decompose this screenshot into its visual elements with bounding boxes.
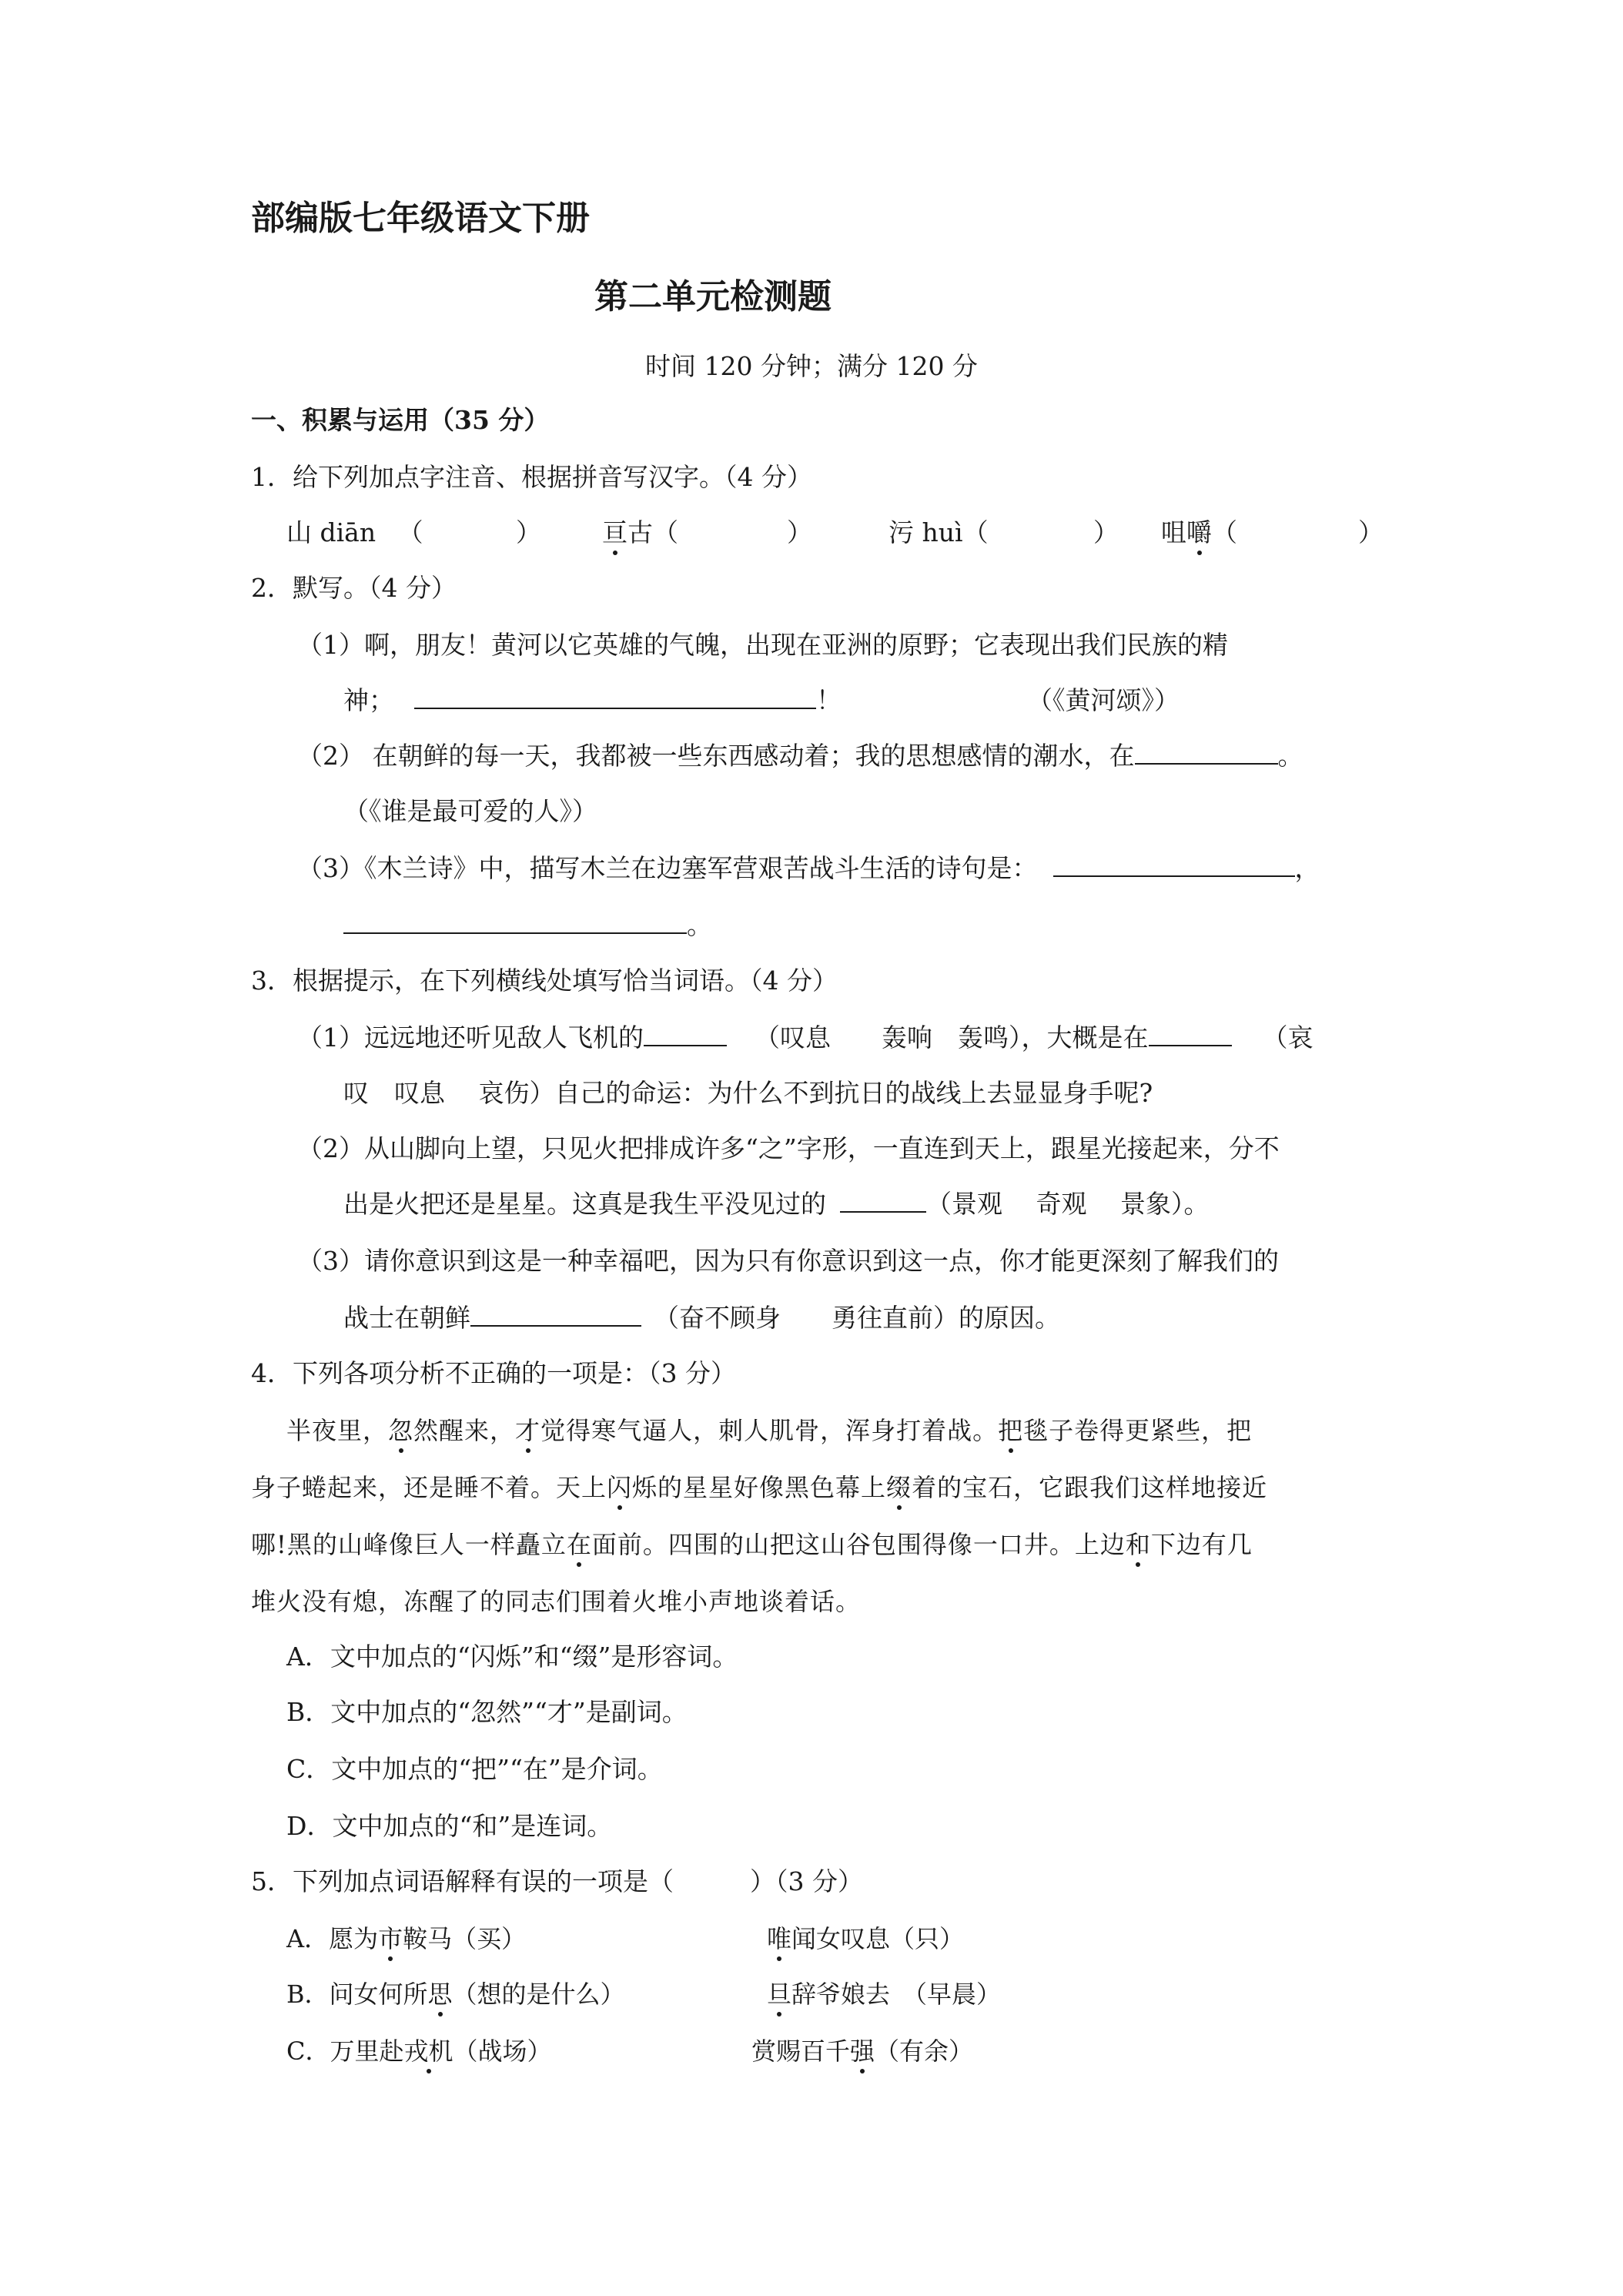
q1-item: 亘古（ [602, 517, 678, 547]
option-b-right[interactable]: 旦辞爷娘去 （早晨） [767, 1980, 1002, 2009]
answer-paren-open: （ [962, 517, 989, 547]
option-c[interactable]: C．文中加点的“把”“在”是介词。 [286, 1754, 663, 1784]
passage-line: 堆火没有熄，冻醒了的同志们围着火堆小声地谈着话。 [251, 1587, 862, 1616]
q3-sub1-line1: （1）远远地还听见敌人飞机的 （叹息 轰响 轰鸣），大概是在 （哀 [297, 1022, 1313, 1053]
answer-paren-open: （ [1212, 517, 1237, 547]
question-5-stem: 5．下列加点词语解释有误的一项是（ ）（3 分） [251, 1866, 863, 1896]
dotted-char: 戎机 [403, 2037, 453, 2066]
answer-blank[interactable] [470, 1302, 641, 1327]
q1-item: 污 huì（ [888, 517, 989, 547]
q1-item: 咀嚼（ [1161, 517, 1237, 547]
dotted-char: 嚼 [1186, 517, 1212, 547]
q3-sub2-line1: （2）从山脚向上望，只见火把排成许多“之”字形，一直连到天上，跟星光接起来，分不 [297, 1133, 1280, 1163]
answer-blank[interactable] [414, 684, 816, 709]
option-a[interactable]: A．愿为市鞍马（买） [286, 1924, 527, 1953]
q3-sub1-line2: 叹 叹息 哀伤）自己的命运：为什么不到抗日的战线上去显显身手呢? [343, 1078, 1153, 1108]
q3-sub3-line1: （3）请你意识到这是一种幸福吧，因为只有你意识到这一点，你才能更深刻了解我们的 [297, 1246, 1279, 1276]
question-3-stem: 3．根据提示，在下列横线处填写恰当词语。（4 分） [251, 966, 838, 996]
answer-paren-close: ） [787, 517, 812, 547]
dotted-char: 才 [515, 1416, 541, 1445]
q2-sub3-line1: （3）《木兰诗》中，描写木兰在边塞军营艰苦战斗生活的诗句是： ， [297, 853, 1320, 883]
answer-paren-open: （ [653, 517, 678, 547]
q2-sub1-line1: （1）啊，朋友！黄河以它英雄的气魄，出现在亚洲的原野；它表现出我们民族的精 [297, 630, 1228, 660]
answer-blank[interactable] [1135, 740, 1278, 765]
answer-blank[interactable] [840, 1188, 926, 1213]
answer-paren-open: （ [397, 517, 423, 547]
option-c-right[interactable]: 赏赐百千强（有余） [751, 2037, 974, 2066]
dotted-char: 忽 [388, 1416, 414, 1445]
answer-paren-close: ） [1358, 517, 1384, 547]
q2-sub3-line2: 。 [343, 909, 712, 942]
answer-blank[interactable] [1053, 852, 1295, 877]
source-citation: （《黄河颂》） [1027, 685, 1180, 715]
dotted-char: 和 [1125, 1530, 1151, 1559]
dotted-char: 缀 [886, 1473, 912, 1502]
option-b[interactable]: B．问女何所思（想的是什么） [286, 1980, 625, 2009]
question-4-stem: 4．下列各项分析不正确的一项是：（3 分） [251, 1358, 736, 1388]
passage-line: 半夜里，忽然醒来，才觉得寒气逼人，刺人肌骨，浑身打着战。把毯子卷得更紧些，把 [286, 1416, 1253, 1445]
q2-sub1-line2: 神； ！ [343, 685, 842, 715]
answer-blank[interactable] [1149, 1022, 1232, 1046]
dotted-char: 市 [378, 1924, 403, 1953]
answer-paren-close: ） [516, 517, 541, 547]
series-title: 部编版七年级语文下册 [251, 199, 590, 238]
dotted-char: 在 [566, 1530, 592, 1559]
option-d[interactable]: D．文中加点的“和”是连词。 [286, 1811, 613, 1841]
exam-meta: 时间 120 分钟；满分 120 分 [645, 351, 978, 381]
question-2-stem: 2．默写。（4 分） [251, 573, 457, 603]
answer-paren-close: ） [1093, 517, 1119, 547]
dotted-char: 唯 [767, 1924, 792, 1953]
option-c[interactable]: C．万里赴戎机（战场） [286, 2037, 552, 2066]
passage-line: 哪!黑的山峰像巨人一样矗立在面前。四围的山把这山谷包围得像一口井。上边和下边有几 [251, 1530, 1253, 1559]
dotted-char: 亘 [602, 517, 627, 547]
dotted-char: 闪 [607, 1473, 633, 1502]
q1-item: 山 diān （ [286, 517, 423, 547]
q3-sub2-line2: 出是火把还是星星。这真是我生平没见过的 （景观 奇观 景象）。 [343, 1189, 1210, 1219]
q3-sub3-line2: 战士在朝鲜 （奋不顾身 勇往直前）的原因。 [343, 1303, 1060, 1333]
dotted-char: 强 [850, 2037, 875, 2066]
passage-line: 身子蜷起来，还是睡不着。天上闪烁的星星好像黑色幕上缀着的宝石，它跟我们这样地接近 [251, 1473, 1268, 1502]
section-heading: 一、积累与运用（35 分） [251, 405, 550, 435]
answer-blank[interactable] [343, 909, 687, 934]
question-1-stem: 1．给下列加点字注音、根据拼音写汉字。（4 分） [251, 462, 812, 492]
option-a[interactable]: A．文中加点的“闪烁”和“缀”是形容词。 [286, 1642, 738, 1672]
dotted-char: 思 [427, 1980, 453, 2009]
option-a-right[interactable]: 唯闻女叹息（只） [767, 1924, 965, 1953]
option-b[interactable]: B．文中加点的“忽然”“才”是副词。 [286, 1697, 688, 1727]
page-title: 第二单元检测题 [594, 277, 832, 316]
dotted-char: 把 [998, 1416, 1024, 1445]
answer-blank[interactable] [644, 1022, 727, 1046]
source-citation: （《谁是最可爱的人》） [343, 796, 597, 826]
q2-sub2-line1: （2） 在朝鲜的每一天，我都被一些东西感动着；我的思想感情的潮水，在 。 [297, 741, 1303, 771]
dotted-char: 旦 [767, 1980, 792, 2009]
